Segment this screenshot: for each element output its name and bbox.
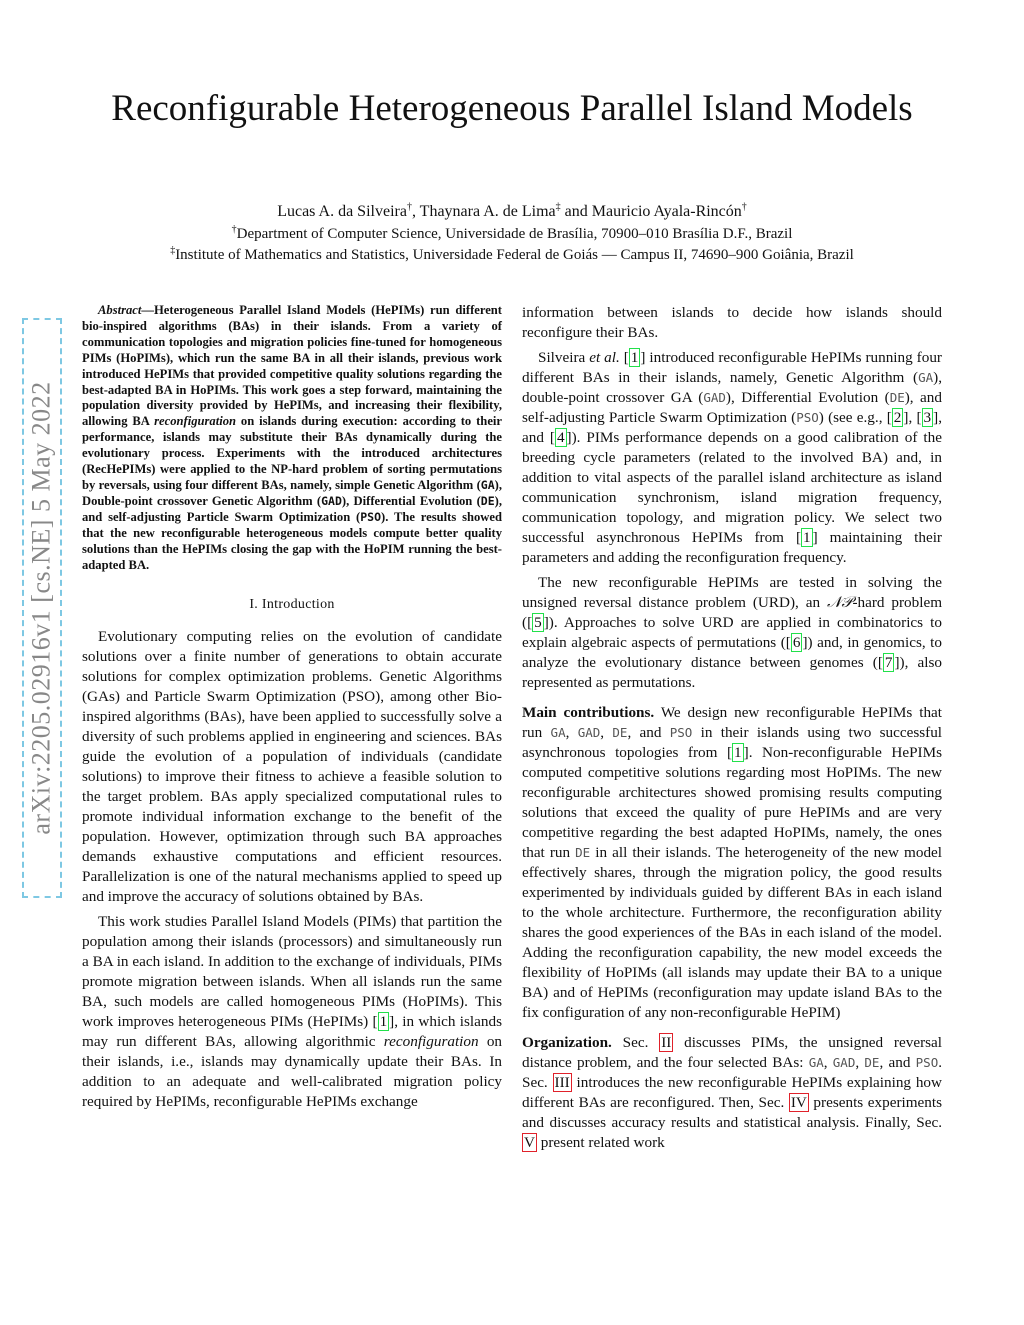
body-paragraph: Main contributions. We design new reconfigurable HePIMs that run GA, GAD, DE, and PSO in their islands using two successful asynchronous topologies from [ 1 ]. Non-reconfigurable HePIMs computed competitive solutions regarding most HoPIMs. The new reconfigurable architectures showed promising results computing solutions that exceed the quality of pure HePIMs and are very competitive regarding the best adapted HoPIMs, namely, the ones that run DE in all their islands. The heterogeneity of the new model effectively shares, through the migration policy, the good results experimented by individuals guided by different BAs in each island to the whole architecture. Furthermore, the reconfiguration ability shares the good experiences of the BAs in each island of the model. Adding the reconfiguration capability, the new model exceeds the flexibility of HoPIMs (all islands may update their BA to a unique BA) and of HePIMs (reconfiguration may update island BAs to the fix configuration of any non-reconfigurable HePIM) [522,704,943,1021]
paper-title: Reconfigurable Heterogeneous Parallel Island Models [111,88,913,129]
citation-link[interactable]: 2 [893,409,902,426]
section-ref-link[interactable]: V [524,1134,535,1151]
citation-link[interactable]: 3 [923,409,932,426]
right-column [522,303,942,1158]
abstract: Abstract—Heterogeneous Parallel Island Models (HePIMs) run different bio-inspired algorithms (BAs) in their islands. From a variety of communication topologies and migration policies fine-tuned for homogeneous PIMs (HoPIMs), which run the same BA in all their islands, previous work introduced HePIMs that provided competitive quality solutions regarding the best-adapted BA in HoPIMs. This work goes a step forward, maintaining the population diversity provided by HePIMs, and increasing their flexibility, allowing BA reconfiguration on islands during execution: according to their performance, islands may substitute their BAs dynamically during the evolutionary process. Experiments with the introduced architectures (RecHePIMs) were applied to the NP-hard problem of sorting permutations by reversals, using four different BAs, namely, simple Genetic Algorithm (GA), Double-point crossover Genetic Algorithm (GAD), Differential Evolution (DE), and self-adjusting Particle Swarm Optimization (PSO). The results showed that the new reconfigurable heterogeneous models compute better quality solutions than the HePIMs closing the gap with the HoPIM running the best-adapted BA. [82,303,502,572]
author-list: Lucas A. da Silveira†, Thaynara A. de Lima‡ and Mauricio Ayala-Rincón† [277,201,747,220]
citation-link[interactable]: 1 [803,529,811,546]
body-paragraph: information between islands to decide how islands should reconfigure their BAs. [522,304,942,341]
citation-link[interactable]: 4 [556,429,565,446]
author-name: Mauricio Ayala-Rincón [591,203,742,220]
author-name: Lucas A. da Silveira [277,203,407,220]
arxiv-identifier: arXiv:2205.02916v1 [cs.NE] 5 May 2022 [27,381,56,835]
citation-link[interactable]: 7 [884,654,893,671]
left-column [82,303,502,1117]
citation-link[interactable]: 5 [534,614,542,631]
author-name: Thaynara A. de Lima [419,203,556,220]
citation-link[interactable]: 1 [379,1013,388,1031]
citation-link[interactable]: 1 [630,349,639,366]
body-paragraph: The new reconfigurable HePIMs are tested in solving the unsigned reversal distance problem (URD), an 𝒩𝒫-hard problem ([ 5 ]). Approaches to solve URD are applied in combinatorics to explain algebraic aspects of permutations ([ 6 ]) and, in genomics, to analyze the evolutionary distance between genomes ([ 7 ]), also represented as permutations. [522,574,943,691]
affiliation: ‡Institute of Mathematics and Statistics, Universidade Federal de Goiás — Campus II, 74690–900 Goiânia, Brazil [170,245,854,263]
body-paragraph: Organization. Sec. II discusses PIMs, the unsigned reversal distance problem, and the four selected BAs: GA, GAD, DE, and PSO. Sec. III introduces the new reconfigurable HePIMs explaining how different BAs are reconfigured. Then, Sec. IV presents experiments and discusses accuracy results and statistical analysis. Finally, Sec. V present related work [522,1034,943,1151]
section-ref-link[interactable]: IV [790,1094,807,1111]
arxiv-sidebar-stamp[interactable] [22,318,62,898]
citation-link[interactable]: 1 [734,744,742,761]
body-paragraph: Evolutionary computing relies on the evolution of candidate solutions over a finite number of generations to obtain accurate solutions for complex optimization problems. Genetic Algorithms (GAs) and Particle Swarm Optimization (PSO), among other Bio-inspired algorithms (BAs), have been applied to successfully solve a diversity of such problems applied in engineering and sciences. BAs guide the evolution of a population of individuals (candidate solutions) to improve their fitness to achieve a feasible solution to the target problem. BAs apply specialized computational rules to promote individual information exchange to the benefit of the population. However, optimization through such BA approaches demands exhaustive computations and efficient resources. Parallelization is one of the natural mechanisms applied to speed up and improve the accuracy of solutions obtained by BAs. [82,628,502,906]
affiliation: †Department of Computer Science, Universidade de Brasília, 70900–010 Brasília D.F., Brazil [231,224,793,242]
body-paragraph: This work studies Parallel Island Models (PIMs) that partition the population among their islands (processors) and simultaneously run a BA in each island. In addition to the exchange of individuals, PIMs promote migration between islands. When all islands run the same BA, such models are called homogeneous PIMs (HoPIMs). This work improves heterogeneous PIMs (HePIMs) [ 1 ], in which islands may run different BAs, allowing algorithmic reconfiguration on their islands, i.e., islands may dynamically update their BAs. In addition to an adequate and well-calibrated migration policy required by HePIMs, reconfigurable HePIMs exchange [82,913,503,1111]
section-heading: I. Introduction [249,597,335,613]
body-paragraph: Silveira et al. [ 1 ] introduced reconfigurable HePIMs running four different BAs in their islands, namely, Genetic Algorithm (GA), double-point crossover GA (GAD), Differential Evolution (DE), and self-adjusting Particle Swarm Optimization (PSO) (see e.g., [ 2 ], [ 3 ], and [ 4 ]). PIMs performance depends on a good calibration of the breeding cycle parameters (related to the involved BA) and, in addition to vital aspects of the parallel island architecture as island communication synchronism, island migration frequency, communication topology, and migration policy. We select two successful asynchronous HePIMs from [ 1 ] maintaining their parameters and adding the reconfiguration frequency. [522,349,942,566]
section-ref-link[interactable]: III [554,1074,570,1091]
section-ref-link[interactable]: II [661,1034,672,1051]
citation-link[interactable]: 6 [792,634,801,651]
